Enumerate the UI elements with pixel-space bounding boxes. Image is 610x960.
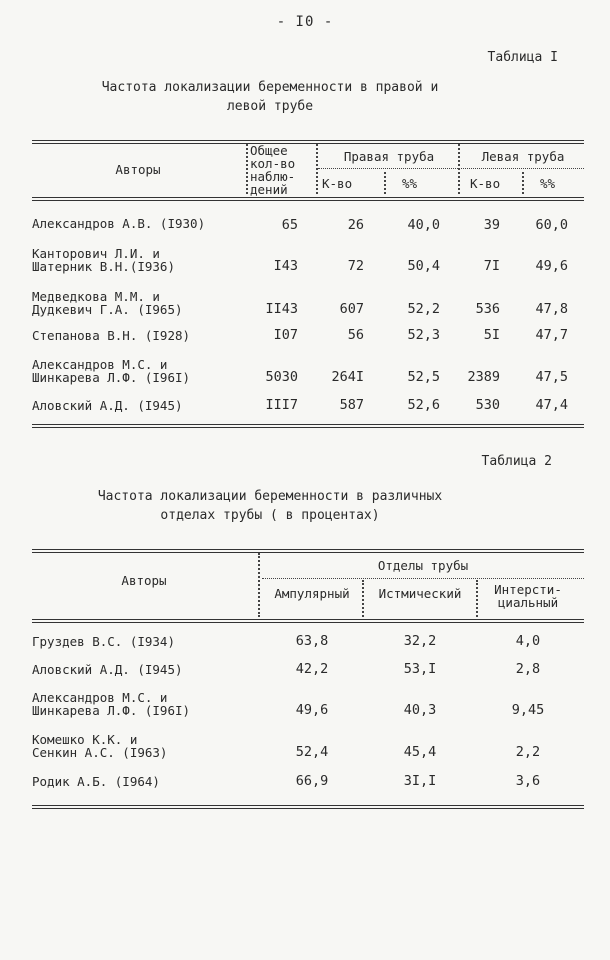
table1-header-right-tube: Правая труба [343,149,435,164]
table2-isthmic: 45,4 [403,744,437,760]
table1-right-count: 607 [339,301,364,317]
table2-ampullar: 52,4 [295,744,329,760]
table1-right-count: 587 [339,397,364,413]
table1-total: III7 [265,397,298,413]
table1-total: I07 [273,327,298,343]
table1-title-line2: левой трубе [226,99,314,114]
table1-left-percent: 47,7 [535,327,568,343]
table2-header-interstitial [478,583,578,609]
table2-interstitial: 4,0 [515,633,541,649]
table1-header-left-percent: %% [540,176,556,191]
table2-header-authors: Авторы [121,573,167,588]
table-row [32,733,167,759]
table2-header-isthmic: Истмический [378,586,462,601]
table1-right-count: 26 [347,217,364,233]
table1-left-percent: 47,4 [535,397,568,413]
table2-author: Шинкарева Л.Ф. (I96I) [32,703,191,718]
table1-left-count: 7I [483,258,500,274]
table2-author: Комешко К.К. и [32,732,138,747]
table2-subheader-rule [262,578,584,579]
table2-title-line1: Частота локализации беременности в различных [97,489,443,504]
table2-author: Груздев В.С. (I934) [32,634,175,649]
table2-isthmic: 32,2 [403,633,437,649]
table1-right-percent: 52,6 [407,397,440,413]
table1-right-percent: 50,4 [407,258,440,274]
table2-header-divider [476,580,478,617]
table-row [32,635,175,648]
table1-label: Таблица I [487,50,558,65]
table1-header-divider [246,144,248,194]
table1-header-total [250,144,295,196]
table1-header-divider [458,144,460,194]
table1-header-total-l1: Общее [250,143,288,158]
table1-top-rule [32,140,584,144]
table1-author: Шатерник В.Н.(I936) [32,259,175,274]
table1-author: Медведкова М.М. и [32,289,160,304]
table2-header-divider [258,553,260,617]
table2-ampullar: 42,2 [295,661,329,677]
table-row [32,663,183,676]
table2-top-rule [32,549,584,553]
table2-header-divider [362,580,364,617]
table2-header-sections: Отделы трубы [377,558,469,573]
table1-header-right-percent: %% [402,176,418,191]
table1-header-authors: Авторы [115,162,161,177]
table2-isthmic: 53,I [403,661,437,677]
table1-total: 65 [281,217,298,233]
table-row [32,247,175,273]
table1-author: Аловский А.Д. (I945) [32,398,183,413]
table1-author: Шинкарева Л.Ф. (I96I) [32,370,191,385]
table2-header-interstitial-l2: циальный [497,595,559,610]
table2-author: Александров М.С. и [32,690,168,705]
table2-author: Родик А.Б. (I964) [32,774,160,789]
table2-isthmic: 40,3 [403,702,437,718]
table2-ampullar: 49,6 [295,702,329,718]
table1-total: II43 [265,301,298,317]
table1-header-right-count: К-во [322,176,353,191]
table-row [32,775,160,788]
table1-right-percent: 52,5 [407,369,440,385]
table1-title-line1: Частота локализации беременности в правой и [101,80,439,95]
table1-left-percent: 47,8 [535,301,568,317]
table1-header-total-l2: кол-во [250,156,296,171]
table1-right-percent: 40,0 [407,217,440,233]
table1-total: I43 [273,258,298,274]
table1-left-percent: 47,5 [535,369,568,385]
table1-right-count: 264I [331,369,364,385]
table1-author: Александров М.С. и [32,357,168,372]
table2-header-rule [32,619,584,623]
table1-author: Дудкевич Г.А. (I965) [32,302,183,317]
table1-author: Степанова В.Н. (I928) [32,328,191,343]
table-row [32,217,205,230]
table2-author: Аловский А.Д. (I945) [32,662,183,677]
table1-title [60,78,480,116]
table2-title-line2: отделах трубы ( в процентах) [160,508,380,523]
table1-left-count: 2389 [467,369,500,385]
table2-header-interstitial-l1: Интерсти- [494,582,562,597]
table1-right-count: 56 [347,327,364,343]
table1-right-count: 72 [347,258,364,274]
table1-author: Канторович Л.И. и [32,246,160,261]
table2-author: Сенкин А.С. (I963) [32,745,168,760]
table1-left-percent: 60,0 [535,217,568,233]
table2-isthmic: 3I,I [403,773,437,789]
table1-header-divider [316,144,318,194]
table1-total: 5030 [265,369,298,385]
table2-interstitial: 9,45 [511,702,545,718]
table1-header-total-l3: наблю- [250,169,296,184]
table1-header-total-l4: дений [250,182,288,197]
table1-left-count: 530 [475,397,500,413]
table2-interstitial: 2,2 [515,744,541,760]
table1-header-left-count: К-во [470,176,501,191]
table1-subheader-rule [318,168,584,169]
table2-ampullar: 63,8 [295,633,329,649]
table1-right-percent: 52,2 [407,301,440,317]
table-row [32,399,183,412]
table-row [32,329,190,342]
table1-left-count: 39 [483,217,500,233]
table1-left-percent: 49,6 [535,258,568,274]
table2-interstitial: 3,6 [515,773,541,789]
table1-header-left-tube: Левая труба [481,149,565,164]
table1-header-divider [384,172,386,194]
table1-left-count: 5I [483,327,500,343]
table2-label: Таблица 2 [481,454,552,469]
table1-bottom-rule [32,424,584,428]
table2-title [60,487,480,525]
table1-header-divider [522,172,524,194]
table2-interstitial: 2,8 [515,661,541,677]
table1-left-count: 536 [475,301,500,317]
table1-right-percent: 52,3 [407,327,440,343]
table1-header-rule [32,197,584,201]
table2-header-ampullar: Ампулярный [274,586,350,601]
page-number: - I0 - [276,14,334,30]
table1-author: Александров А.В. (I930) [32,216,206,231]
table-row [32,358,190,384]
table-row [32,290,183,316]
table2-ampullar: 66,9 [295,773,329,789]
table2-bottom-rule [32,805,584,809]
table-row [32,691,190,717]
